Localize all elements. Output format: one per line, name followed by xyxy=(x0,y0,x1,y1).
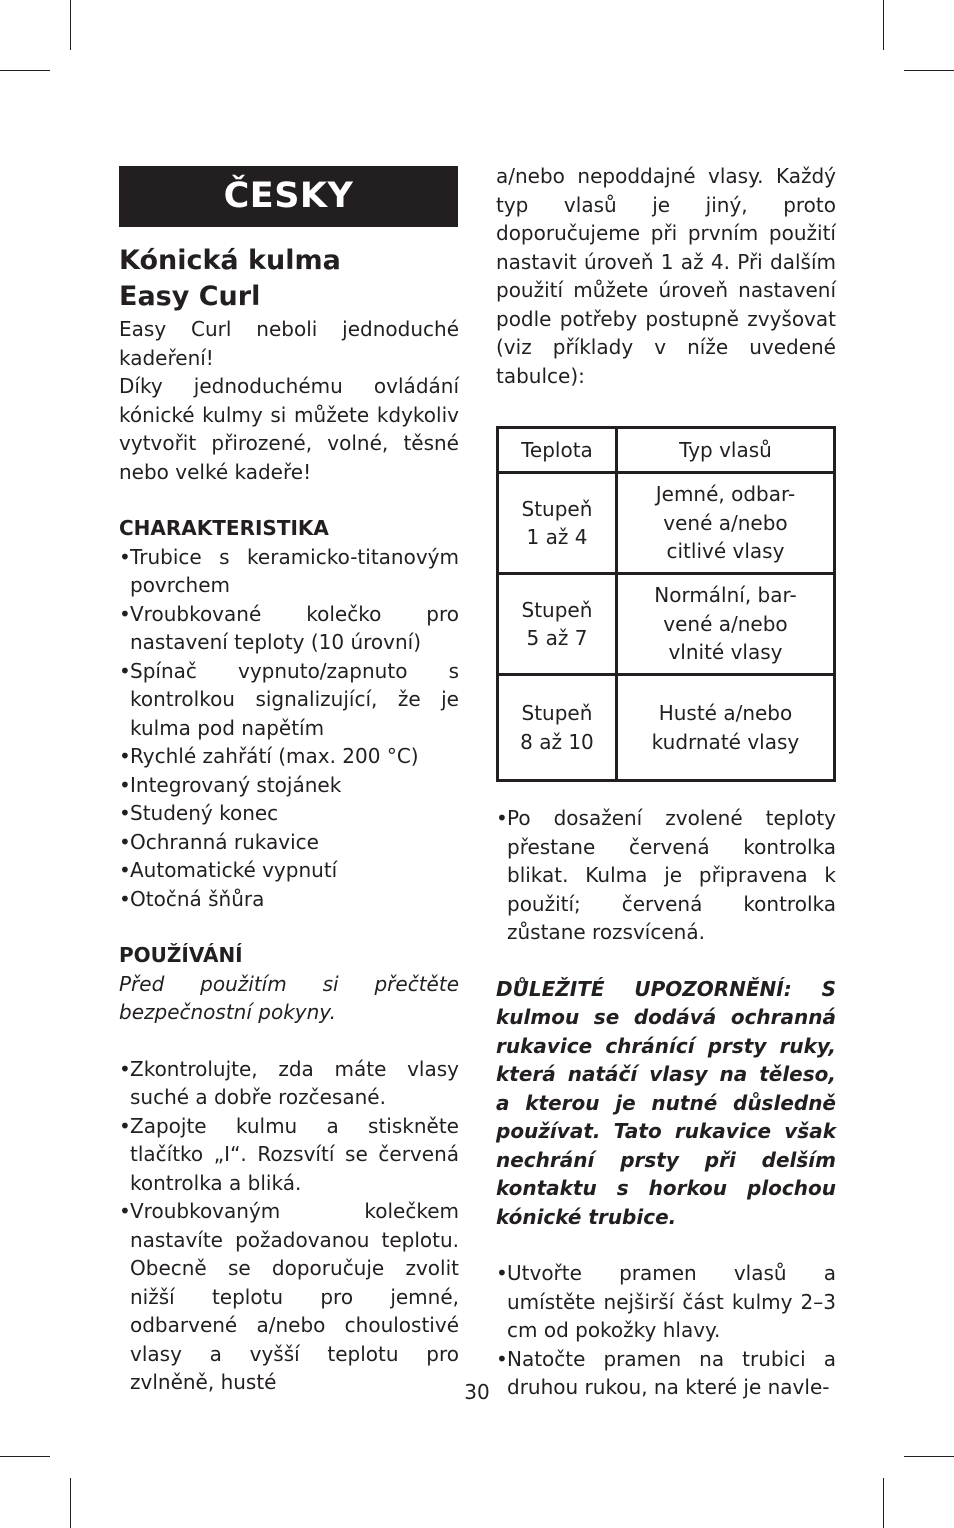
list-item: • Otočná šňůra xyxy=(119,885,459,914)
crop-mark xyxy=(0,70,50,71)
usage-heading: POUŽÍVÁNÍ xyxy=(119,943,243,967)
temperature-table xyxy=(496,426,836,782)
crop-mark xyxy=(70,1478,71,1528)
crop-mark xyxy=(883,0,884,50)
crop-mark xyxy=(904,1456,954,1457)
table-cell: Stupeň 1 až 4 xyxy=(498,473,617,574)
table-row xyxy=(498,473,835,574)
crop-mark xyxy=(0,1456,50,1457)
list-item: • Vroubkovaným kolečkem nastavíte požadovanou teplotu. Obecně se doporučuje zvolit nižší teplotu pro jemné, odbarvené a/nebo choulostivé vlasy a vyšší teplotu pro zvlněně, husté xyxy=(119,1197,459,1397)
usage-note: Před použitím si přečtěte bezpečnostní pokyny. xyxy=(119,971,459,1024)
table-cell: Jemné, odbar- vené a/nebo citlivé vlasy xyxy=(616,473,834,574)
list-item: • Po dosažení zvolené teploty přestane červená kontrolka blikat. Kulma je připravena k použití; červená kontrolka zůstane rozsvícená. xyxy=(496,804,836,947)
list-item: • Utvořte pramen vlasů a umístěte nejširší část kulmy 2–3 cm od pokožky hlavy. xyxy=(496,1259,836,1345)
list-item: • Natočte pramen na trubici a druhou rukou, na které je navle- xyxy=(496,1345,836,1402)
usage-steps-list xyxy=(119,1055,459,1397)
table-cell: Stupeň 5 až 7 xyxy=(498,574,617,675)
crop-mark xyxy=(904,70,954,71)
table-header-cell: Typ vlasů xyxy=(616,428,834,473)
features-heading: CHARAKTERISTIKA xyxy=(119,516,329,540)
list-item: • Integrovaný stojánek xyxy=(119,771,459,800)
page-number: 30 xyxy=(464,1380,490,1404)
table-header-row xyxy=(498,428,835,473)
list-item: • Zkontrolujte, zda máte vlasy suché a dobře rozčesané. xyxy=(119,1055,459,1112)
features-list xyxy=(119,543,459,914)
list-item: • Rychlé zahřátí (max. 200 °C) xyxy=(119,742,459,771)
list-item: • Zapojte kulmu a stiskněte tlačítko „I“. Rozsvítí se červená kontrolka a bliká. xyxy=(119,1112,459,1198)
right-column xyxy=(496,162,836,1402)
list-item: • Studený konec xyxy=(119,799,459,828)
product-title xyxy=(119,243,459,315)
after-table-list xyxy=(496,804,836,947)
list-item: • Trubice s keramicko-titanovým povrchem xyxy=(119,543,459,600)
product-title-line2: Easy Curl xyxy=(119,281,261,312)
language-banner: ČESKY xyxy=(119,166,458,227)
table-cell: Normální, bar- vené a/nebo vlnité vlasy xyxy=(616,574,834,675)
list-item: • Spínač vypnuto/zapnuto s kontrolkou signalizující, že je kulma pod napětím xyxy=(119,657,459,743)
intro-paragraph: Easy Curl neboli jednoduché kadeření! xyxy=(119,317,459,370)
list-item: • Automatické vypnutí xyxy=(119,856,459,885)
table-row xyxy=(498,675,835,781)
table-row xyxy=(498,574,835,675)
table-cell: Husté a/nebo kudrnaté vlasy xyxy=(616,675,834,781)
list-item: • Vroubkované kolečko pro nastavení teploty (10 úrovní) xyxy=(119,600,459,657)
crop-mark xyxy=(70,0,71,50)
product-title-line1: Kónická kulma xyxy=(119,245,341,276)
right-intro-paragraph: a/nebo nepoddajné vlasy. Každý typ vlasů je jiný, proto doporučujeme při prvním použití nastavit úroveň 1 až 4. Při dalším použití můžete úroveň nastavení podle potřeby postupně zvyšovat (viz příklady v níže uvedené tabulce): xyxy=(496,164,836,388)
important-warning: DŮLEŽITÉ UPOZORNĚNÍ: S kulmou se dodává ochranná rukavice chránící prsty ruky, která natáčí vlasy na těleso, a kterou je nutné důsledně používat. Tato rukavice však nechrání prsty při delším kontaktu s horkou plochou kónické trubice. xyxy=(496,976,836,1229)
table-cell: Stupeň 8 až 10 xyxy=(498,675,617,781)
intro-paragraph: Díky jednoduchému ovládání kónické kulmy si můžete kdykoliv vytvořit přirozené, volné, těsné nebo velké kadeře! xyxy=(119,374,459,484)
table-header-cell: Teplota xyxy=(498,428,617,473)
left-column xyxy=(119,166,459,1397)
list-item: • Ochranná rukavice xyxy=(119,828,459,857)
crop-mark xyxy=(883,1478,884,1528)
